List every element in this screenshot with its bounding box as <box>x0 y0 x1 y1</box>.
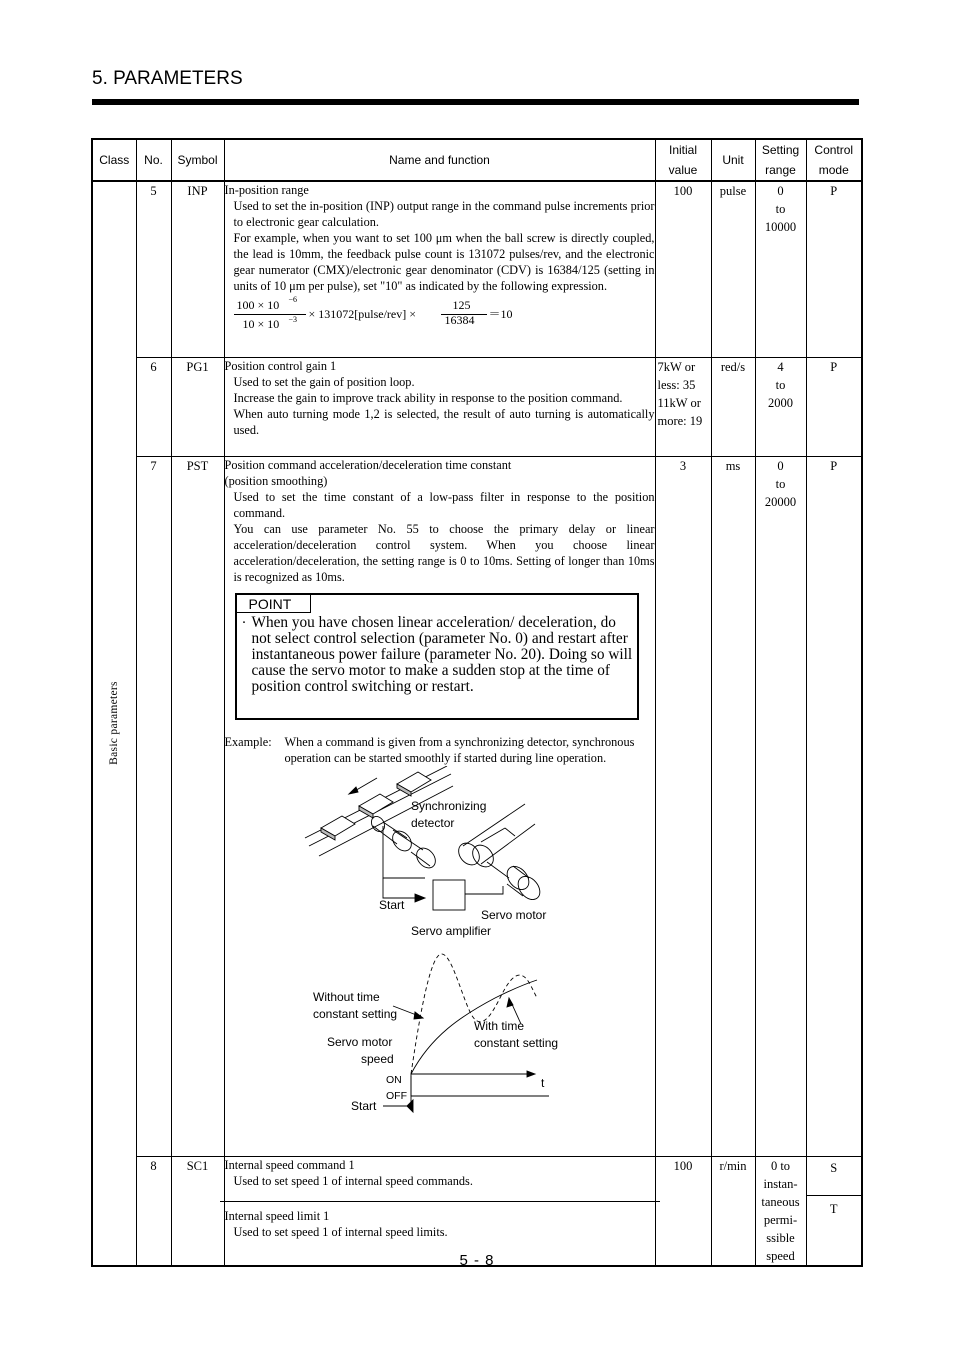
col-header-unit: Unit <box>711 139 755 181</box>
initial-value: 100 <box>655 181 711 357</box>
start-label-2: Start <box>350 1098 376 1113</box>
motor-shaft <box>487 862 509 878</box>
param-text: For example, when you want to set 100 μm when the ball screw is directly coupled, the lead is 10mm, the feedback pulse count is 131072 pulses/rev, and the electronic gear numerator (CMX)/electronic gear denominator (CDV) is 16384/125 (setting in units of 10 μm per pulse), set "10" as indicated by the following expression. <box>233 231 655 293</box>
class-label: Basic parameters <box>108 681 121 766</box>
table-header-row <box>92 139 862 181</box>
example-label: Example: <box>224 734 272 749</box>
initial-value: 3 <box>655 456 711 1156</box>
param-text: Used to set speed 1 of internal speed limits. <box>233 1224 448 1239</box>
start-wire <box>383 826 425 878</box>
on-label: ON <box>385 1073 402 1086</box>
with-setting-label: With time <box>473 1018 524 1033</box>
unit: r/min <box>711 1156 755 1266</box>
motor-speed-label: speed <box>360 1051 394 1066</box>
formula-mid: × 131072[pulse/rev] × <box>308 307 417 321</box>
param-no: 7 <box>136 456 171 1156</box>
table-row <box>92 456 862 1156</box>
param-title: Position control gain 1 <box>224 358 337 373</box>
sync-detector-label: Synchronizing <box>410 798 486 813</box>
formula <box>225 296 655 336</box>
start-signal-arrow <box>407 1100 413 1112</box>
formula-num1-exp: −6 <box>288 295 298 304</box>
servo-amplifier-box <box>433 880 465 910</box>
param-description <box>224 181 655 357</box>
param-text: Used to set the gain of position loop. <box>233 374 415 389</box>
param-text: When auto turning mode 1,2 is selected, the result of auto turning is automatically used. <box>233 406 655 437</box>
param-description <box>224 1156 655 1266</box>
sync-detector-label: detector <box>410 815 454 830</box>
with-setting-label: constant setting <box>473 1035 558 1050</box>
without-setting-label: constant setting <box>312 1006 397 1021</box>
belt-line <box>505 828 515 836</box>
formula-num1: 100 × 10 <box>236 298 280 312</box>
param-title: In-position range <box>224 183 309 197</box>
motor-speed-label: Servo motor <box>326 1034 392 1049</box>
formula-den1: 10 × 10 <box>242 317 280 331</box>
setting-range: 4 to 2000 <box>755 357 806 456</box>
servo-motor-label: Servo motor <box>480 907 546 922</box>
setting-range: 0 to 20000 <box>755 456 806 1156</box>
table-row <box>92 1156 862 1266</box>
param-subtitle: (position smoothing) <box>224 473 328 488</box>
control-mode: S T <box>806 1156 862 1266</box>
unit: ms <box>711 456 755 1156</box>
col-header-initial: Initial value <box>655 139 711 181</box>
control-mode: P <box>806 181 862 357</box>
control-mode: P <box>806 456 862 1156</box>
initial-value: 7kW or less: 35 11kW or more: 19 <box>655 357 711 456</box>
example-text: When a command is given from a synchronizing detector, synchronous operation can be started smoothly if started during line operation. <box>284 734 635 765</box>
col-header-no: No. <box>136 139 171 181</box>
header-rule <box>92 99 859 105</box>
belt-line <box>481 828 505 842</box>
motor-body <box>507 884 523 896</box>
param-no: 8 <box>136 1156 171 1266</box>
param-symbol: INP <box>171 181 224 357</box>
detector-beam <box>383 822 407 838</box>
param-description <box>224 357 655 456</box>
param-text: You can use parameter No. 55 to choose the primary delay or linear acceleration/deceleration control system. When you choose linear acceleration/deceleration, the setting range is 0 to 10ms. Setting of longer than 10ms is recognized as 10ms. <box>233 521 655 584</box>
param-title: Position command acceleration/deceleration time constant <box>224 457 512 472</box>
param-symbol: PG1 <box>171 357 224 456</box>
point-label: POINT <box>237 595 311 613</box>
table-row <box>92 357 862 456</box>
col-header-mode: Control mode <box>806 139 862 181</box>
amp-to-motor-wire <box>465 886 503 894</box>
param-text: Used to set speed 1 of internal speed commands. <box>233 1173 473 1188</box>
formula-result: ＝10 <box>488 307 513 321</box>
param-text: Used to set the time constant of a low-pass filter in response to the position command. <box>233 489 655 520</box>
point-text: When you have chosen linear acceleration/ deceleration, do not select control selection (parameter No. 0) and restart after instantaneous power failure (parameter No. 20). Doing so will cause the servo motor to make a sudden stop at the time of position control switching or restart. <box>251 613 633 695</box>
col-header-class: Class <box>92 139 136 181</box>
setting-range: 0 to 10000 <box>755 181 806 357</box>
sub-row-divider <box>220 1201 660 1240</box>
page-number: 5 - 8 <box>459 1252 495 1269</box>
detector-end <box>412 844 438 871</box>
start-arrow <box>415 894 425 902</box>
col-header-name: Name and function <box>224 139 655 181</box>
detector-body <box>393 830 423 850</box>
setting-range: 0 to instan- taneous permi- ssible speed <box>755 1156 806 1266</box>
formula-den2: 16384 <box>444 313 475 327</box>
time-axis-arrow <box>527 1071 535 1077</box>
formula-num2: 125 <box>452 298 471 312</box>
initial-value: 100 <box>655 1156 711 1266</box>
param-symbol: SC1 <box>171 1156 224 1266</box>
table-row <box>92 181 862 357</box>
param-text: Increase the gain to improve track ability in response to the position command. <box>233 390 623 405</box>
sync-diagram <box>225 766 655 1156</box>
without-setting-label: Without time <box>312 989 380 1004</box>
servo-amplifier-label: Servo amplifier <box>410 923 491 938</box>
unit: pulse <box>711 181 755 357</box>
class-cell <box>92 181 136 1266</box>
unit: red/s <box>711 357 755 456</box>
motor-end <box>513 872 544 903</box>
conveyor-arrow-head <box>349 787 358 794</box>
example <box>225 734 655 766</box>
col-header-range: Setting range <box>755 139 806 181</box>
col-header-symbol: Symbol <box>171 139 224 181</box>
parameter-table <box>91 138 863 1267</box>
param-title: Internal speed command 1 <box>224 1157 355 1172</box>
start-line <box>383 878 415 898</box>
off-label: OFF <box>385 1089 407 1102</box>
speed-curve-without <box>411 953 537 1073</box>
start-label: Start <box>378 897 404 912</box>
formula-den1-exp: −3 <box>288 315 298 324</box>
without-pointer-head <box>414 1012 423 1019</box>
diagram-graphic <box>225 766 645 1156</box>
param-text: Used to set the in-position (INP) output range in the command pulse increments prior to electronic gear calculation. <box>233 199 655 229</box>
with-pointer-head <box>507 998 513 1007</box>
param-no: 5 <box>136 181 171 357</box>
time-axis-label: t <box>540 1075 544 1090</box>
control-mode: P <box>806 357 862 456</box>
param-title: Internal speed limit 1 <box>224 1208 330 1223</box>
sync-detector <box>388 827 414 854</box>
param-symbol: PST <box>171 456 224 1156</box>
param-description <box>224 456 655 1156</box>
point-box <box>235 593 639 720</box>
param-no: 6 <box>136 357 171 456</box>
point-bullet: · <box>241 614 247 631</box>
page-header-title: 5. PARAMETERS <box>92 68 243 89</box>
